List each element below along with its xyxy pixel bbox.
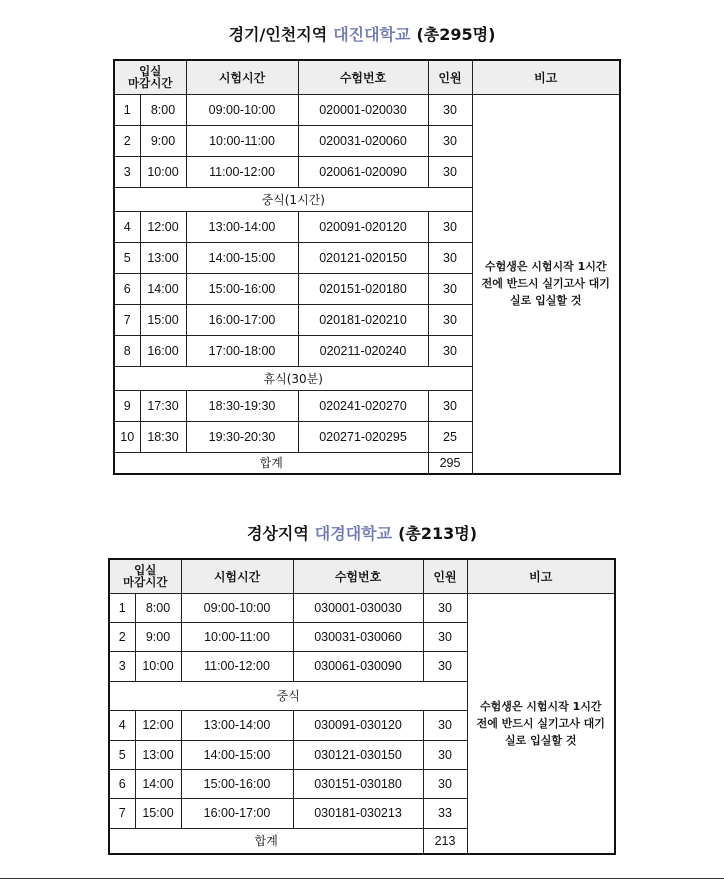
- table-row: [114, 94, 620, 125]
- exam-number-range: 030121-030150: [293, 740, 423, 769]
- row-number: 5: [114, 242, 140, 273]
- entry-deadline: 15:00: [140, 304, 186, 335]
- entry-deadline: 17:30: [140, 390, 186, 421]
- exam-number-range: 020271-020295: [298, 421, 428, 452]
- head-count: 25: [428, 421, 472, 452]
- rest-break: 휴식(30분): [114, 366, 472, 390]
- entry-deadline: 8:00: [140, 94, 186, 125]
- row-number: 4: [114, 211, 140, 242]
- row-number: 1: [114, 94, 140, 125]
- row-number: 10: [114, 421, 140, 452]
- head-count: 30: [428, 211, 472, 242]
- exam-number-range: 020091-020120: [298, 211, 428, 242]
- exam-time: 14:00-15:00: [186, 242, 298, 273]
- exam-number-range: 030031-030060: [293, 622, 423, 651]
- school-name: 대진대학교: [333, 25, 411, 44]
- exam-time: 15:00-16:00: [181, 769, 293, 798]
- section-title: [0, 22, 724, 45]
- exam-number-range: 020031-020060: [298, 125, 428, 156]
- row-number: 4: [109, 710, 135, 740]
- section-title: [0, 521, 724, 544]
- sum-value: 295: [428, 452, 472, 474]
- head-count: 30: [423, 740, 467, 769]
- school-name: 대경대학교: [314, 524, 393, 543]
- exam-time: 19:30-20:30: [186, 421, 298, 452]
- exam-number-range: 020061-020090: [298, 156, 428, 187]
- row-number: 7: [114, 304, 140, 335]
- note-text: 수험생은 시험시작 1시간 전에 반드시 실기고사 대기실로 입실할 것: [467, 593, 615, 854]
- head-count: 30: [423, 710, 467, 740]
- exam-time: 09:00-10:00: [186, 94, 298, 125]
- entry-deadline: 13:00: [140, 242, 186, 273]
- row-number: 1: [109, 593, 135, 622]
- exam-number-range: 030181-030213: [293, 798, 423, 828]
- region-name: 경상지역: [246, 524, 309, 543]
- exam-time: 15:00-16:00: [186, 273, 298, 304]
- exam-number-range: 020001-020030: [298, 94, 428, 125]
- entry-deadline: 12:00: [135, 710, 181, 740]
- row-number: 7: [109, 798, 135, 828]
- head-count: 30: [423, 622, 467, 651]
- entry-deadline: 9:00: [135, 622, 181, 651]
- exam-number-range: 020241-020270: [298, 390, 428, 421]
- exam-time-header: 시험시간: [186, 60, 298, 94]
- exam-time: 11:00-12:00: [186, 156, 298, 187]
- total-label: (총213명): [398, 524, 478, 543]
- exam-time: 16:00-17:00: [186, 304, 298, 335]
- exam-time: 13:00-14:00: [186, 211, 298, 242]
- sum-label: 합계: [114, 452, 428, 474]
- exam-number-range: 020121-020150: [298, 242, 428, 273]
- exam-time: 10:00-11:00: [186, 125, 298, 156]
- head-count: 30: [428, 156, 472, 187]
- head-count: 30: [428, 273, 472, 304]
- schedule-table: [108, 558, 616, 855]
- table-row: [109, 593, 615, 622]
- exam-number-header: 수험번호: [293, 559, 423, 593]
- exam-number-range: 020211-020240: [298, 335, 428, 366]
- row-number: 3: [114, 156, 140, 187]
- head-count: 30: [428, 242, 472, 273]
- exam-time: 17:00-18:00: [186, 335, 298, 366]
- exam-number-range: 030151-030180: [293, 769, 423, 798]
- sum-value: 213: [423, 828, 467, 854]
- row-number: 2: [109, 622, 135, 651]
- row-number: 3: [109, 651, 135, 681]
- exam-number-range: 020151-020180: [298, 273, 428, 304]
- exam-time: 09:00-10:00: [181, 593, 293, 622]
- entry-deadline: 10:00: [135, 651, 181, 681]
- exam-number-range: 030061-030090: [293, 651, 423, 681]
- exam-time: 11:00-12:00: [181, 651, 293, 681]
- note-text: 수험생은 시험시작 1시간 전에 반드시 실기고사 대기실로 입실할 것: [472, 94, 620, 474]
- head-count: 30: [423, 651, 467, 681]
- entry-deadline: 18:30: [140, 421, 186, 452]
- entry-deadline: 9:00: [140, 125, 186, 156]
- exam-time-header: 시험시간: [181, 559, 293, 593]
- head-count: 30: [423, 769, 467, 798]
- exam-number-range: 030001-030030: [293, 593, 423, 622]
- head-count: 30: [428, 390, 472, 421]
- note-header: 비고: [467, 559, 615, 593]
- entry-deadline-header: 입실 마감시간: [109, 559, 181, 593]
- head-count: 30: [428, 335, 472, 366]
- row-number: 6: [109, 769, 135, 798]
- entry-deadline: 14:00: [135, 769, 181, 798]
- entry-deadline: 15:00: [135, 798, 181, 828]
- entry-deadline: 14:00: [140, 273, 186, 304]
- entry-deadline: 16:00: [140, 335, 186, 366]
- row-number: 5: [109, 740, 135, 769]
- header-row: [114, 60, 620, 94]
- sum-label: 합계: [109, 828, 423, 854]
- total-label: (총295명): [416, 25, 496, 44]
- row-number: 2: [114, 125, 140, 156]
- note-header: 비고: [472, 60, 620, 94]
- region-name: 경기/인천지역: [228, 25, 328, 44]
- exam-number-range: 030091-030120: [293, 710, 423, 740]
- entry-deadline: 12:00: [140, 211, 186, 242]
- entry-deadline: 13:00: [135, 740, 181, 769]
- exam-time: 18:30-19:30: [186, 390, 298, 421]
- count-header: 인원: [423, 559, 467, 593]
- exam-time: 14:00-15:00: [181, 740, 293, 769]
- entry-deadline: 10:00: [140, 156, 186, 187]
- head-count: 30: [423, 593, 467, 622]
- lunch-break: 중식: [109, 681, 467, 710]
- count-header: 인원: [428, 60, 472, 94]
- exam-time: 13:00-14:00: [181, 710, 293, 740]
- entry-deadline-header: 입실 마감시간: [114, 60, 186, 94]
- row-number: 6: [114, 273, 140, 304]
- header-row: [109, 559, 615, 593]
- exam-number-range: 020181-020210: [298, 304, 428, 335]
- row-number: 8: [114, 335, 140, 366]
- head-count: 33: [423, 798, 467, 828]
- exam-time: 10:00-11:00: [181, 622, 293, 651]
- head-count: 30: [428, 125, 472, 156]
- schedule-table: [113, 59, 621, 475]
- head-count: 30: [428, 94, 472, 125]
- head-count: 30: [428, 304, 472, 335]
- row-number: 9: [114, 390, 140, 421]
- page-divider: [0, 878, 724, 879]
- entry-deadline: 8:00: [135, 593, 181, 622]
- exam-time: 16:00-17:00: [181, 798, 293, 828]
- lunch-break: 중식(1시간): [114, 187, 472, 211]
- exam-number-header: 수험번호: [298, 60, 428, 94]
